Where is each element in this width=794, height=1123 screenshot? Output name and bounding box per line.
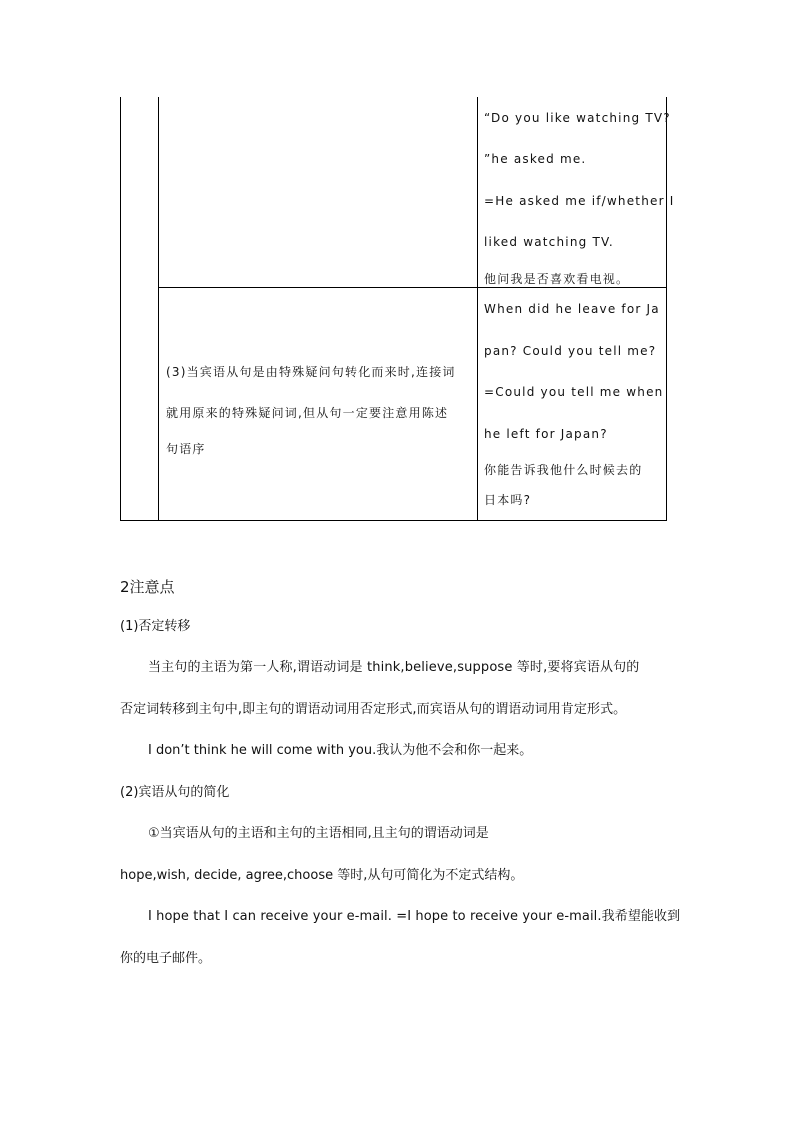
- table-border-right: [666, 97, 667, 521]
- sub1-paragraph-line1: 当主句的主语为第一人称,谓语动词是 think,believe,suppose 等时,要将宾语从句的: [148, 660, 640, 675]
- sub2-paragraph-line1: ①当宾语从句的主语和主句的主语相同,且主句的谓语动词是: [148, 826, 489, 841]
- table-border-left: [120, 97, 121, 521]
- row2-left-line2: 就用原来的特殊疑问词,但从句一定要注意用陈述: [166, 406, 449, 420]
- row2-left-line1: (3)当宾语从句是由特殊疑问句转化而来时,连接词: [166, 365, 456, 379]
- row1-right-line5: 他问我是否喜欢看电视。: [484, 272, 630, 286]
- table-border-col2: [477, 97, 478, 521]
- row2-right-line5: 你能告诉我他什么时候去的: [484, 463, 643, 477]
- row2-right-line1: When did he leave for Ja: [484, 302, 660, 316]
- table-border-col1: [158, 97, 159, 521]
- sub2-example-line2: 你的电子邮件。: [120, 951, 212, 966]
- table-border-bottom: [120, 520, 667, 521]
- section-title: 2注意点: [120, 578, 175, 596]
- row1-right-line4: liked watching TV.: [484, 235, 614, 249]
- sub1-heading: (1)否定转移: [120, 619, 191, 634]
- sub1-example: I don’t think he will come with you.我认为他不会和你一起来。: [148, 743, 533, 758]
- sub2-paragraph-line2: hope,wish, decide, agree,choose 等时,从句可简化为不定式结构。: [120, 868, 524, 883]
- row2-left-line3: 句语序: [166, 442, 206, 456]
- row2-right-line3: =Could you tell me when: [484, 385, 664, 399]
- sub2-heading: (2)宾语从句的简化: [120, 785, 230, 800]
- sub1-paragraph-line2: 否定词转移到主句中,即主句的谓语动词用否定形式,而宾语从句的谓语动词用肯定形式。: [120, 702, 627, 717]
- table-row-divider: [158, 287, 667, 288]
- sub2-example-line1: I hope that I can receive your e-mail. =I hope to receive your e-mail.我希望能收到: [148, 909, 681, 924]
- row1-right-line2: ”he asked me.: [484, 152, 587, 166]
- row2-right-line4: he left for Japan?: [484, 427, 608, 441]
- row2-right-line2: pan? Could you tell me?: [484, 344, 657, 358]
- row1-right-line3: =He asked me if/whether I: [484, 194, 675, 208]
- row1-right-line1: “Do you like watching TV?: [484, 111, 671, 125]
- row2-right-line6: 日本吗?: [484, 493, 532, 507]
